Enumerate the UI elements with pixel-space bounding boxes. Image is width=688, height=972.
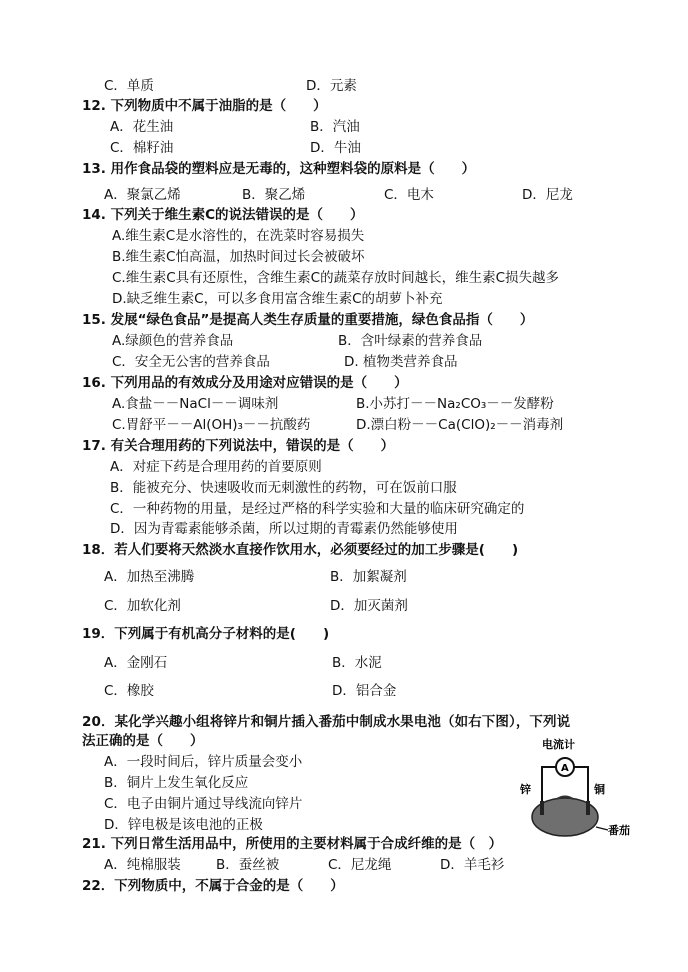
- q19-option-a: A．金刚石: [104, 655, 168, 671]
- q15-option-a: A.绿颜色的营养食品: [112, 333, 234, 349]
- q18-option-a: A．加热至沸腾: [104, 569, 195, 585]
- q17-stem: 17. 有关合理用药的下列说法中，错误的是（ ）: [82, 438, 395, 454]
- q16-option-d: D.漂白粉－－Ca(ClO)₂－－消毒剂: [356, 417, 564, 433]
- q20-option-b: B．铜片上发生氧化反应: [104, 775, 249, 791]
- q18-option-b: B．加絮凝剂: [330, 569, 407, 585]
- q17-option-a: A．对症下药是合理用药的首要原则: [110, 459, 322, 475]
- q17-option-c: C．一种药物的用量，是经过严格的科学实验和大量的临床研究确定的: [110, 501, 525, 517]
- q11-option-d: D．元素: [306, 78, 357, 94]
- q20-option-c: C．电子由铜片通过导线流向锌片: [104, 796, 303, 812]
- q19-option-b: B．水泥: [332, 655, 382, 671]
- q11-option-c: C．单质: [104, 78, 154, 94]
- q12-option-c: C．棉籽油: [110, 140, 174, 156]
- q14-option-b: B.维生素C怕高温，加热时间过长会被破坏: [112, 249, 365, 265]
- q12-option-b: B．汽油: [310, 119, 360, 135]
- q18-stem: 18．若人们要将天然淡水直接作饮用水，必须要经过的加工步骤是( ): [82, 542, 519, 558]
- q14-option-d: D.缺乏维生素C，可以多食用富含维生素C的胡萝卜补充: [112, 291, 443, 307]
- q19-option-c: C．橡胶: [104, 683, 154, 699]
- q18-option-d: D．加灭菌剂: [330, 598, 408, 614]
- q14-option-c: C.维生素C具有还原性，含维生素C的蔬菜存放时间越长，维生素C损失越多: [112, 270, 559, 286]
- q21-stem: 21. 下列日常生活用品中，所使用的主要材料属于合成纤维的是（ ）: [82, 836, 503, 852]
- q20-option-d: D．锌电极是该电池的正极: [104, 817, 263, 833]
- q12-option-a: A．花生油: [110, 119, 174, 135]
- q13-stem: 13. 用作食品袋的塑料应是无毒的，这种塑料袋的原料是（ ）: [82, 161, 476, 177]
- q12-option-d: D．牛油: [310, 140, 361, 156]
- q15-stem: 15. 发展“绿色食品”是提高人类生存质量的重要措施，绿色食品指（ ）: [82, 312, 534, 328]
- q14-stem: 14. 下列关于维生素C的说法错误的是（ ）: [82, 207, 364, 223]
- q19-stem: 19．下列属于有机高分子材料的是( ): [82, 626, 330, 642]
- q20-stem-line1: 20．某化学兴趣小组将锌片和铜片插入番茄中制成水果电池（如右下图），下列说: [82, 714, 571, 730]
- tomato-label: 番茄: [608, 824, 630, 837]
- q16-option-b: B.小苏打－－Na₂CO₃－－发酵粉: [356, 396, 554, 412]
- q17-option-b: B．能被充分、快速吸收而无刺激性的药物，可在饭前口服: [110, 480, 457, 496]
- galvanometer-symbol: A: [561, 763, 569, 774]
- q17-option-d: D．因为青霉素能够杀菌，所以过期的青霉素仍然能够使用: [110, 521, 458, 537]
- q21-option-b: B．蚕丝被: [216, 857, 280, 873]
- q16-option-c: C.胃舒平－－Al(OH)₃－－抗酸药: [112, 417, 311, 433]
- q20-option-a: A．一段时间后，锌片质量会变小: [104, 754, 303, 770]
- zinc-label: 锌: [520, 783, 531, 796]
- fruit-battery-figure: [512, 737, 632, 837]
- q21-option-c: C．尼龙绳: [328, 857, 392, 873]
- q14-option-a: A.维生素C是水溶性的，在洗菜时容易损失: [112, 228, 365, 244]
- q22-stem: 22．下列物质中，不属于合金的是（ ）: [82, 878, 344, 894]
- q13-option-a: A．聚氯乙烯: [104, 187, 181, 203]
- q19-option-d: D．铝合金: [332, 683, 397, 699]
- q21-option-a: A．纯棉服装: [104, 857, 181, 873]
- copper-label: 铜: [594, 783, 605, 796]
- q18-option-c: C．加软化剂: [104, 598, 181, 614]
- q16-option-a: A.食盐－－NaCl－－调味剂: [112, 396, 279, 412]
- q21-option-d: D．羊毛衫: [440, 857, 505, 873]
- q15-option-b: B．含叶绿素的营养食品: [338, 333, 483, 349]
- q16-stem: 16. 下列用品的有效成分及用途对应错误的是（ ）: [82, 375, 408, 391]
- q13-option-b: B．聚乙烯: [242, 187, 306, 203]
- q12-stem: 12. 下列物质中不属于油脂的是（ ）: [82, 98, 327, 114]
- q15-option-c: C．安全无公害的营养食品: [112, 354, 270, 370]
- q13-option-d: D．尼龙: [522, 187, 573, 203]
- q20-stem-line2: 法正确的是（ ）: [82, 733, 204, 749]
- q15-option-d: D. 植物类营养食品: [344, 354, 458, 370]
- galvanometer-label: 电流计: [542, 738, 575, 751]
- q13-option-c: C．电木: [384, 187, 434, 203]
